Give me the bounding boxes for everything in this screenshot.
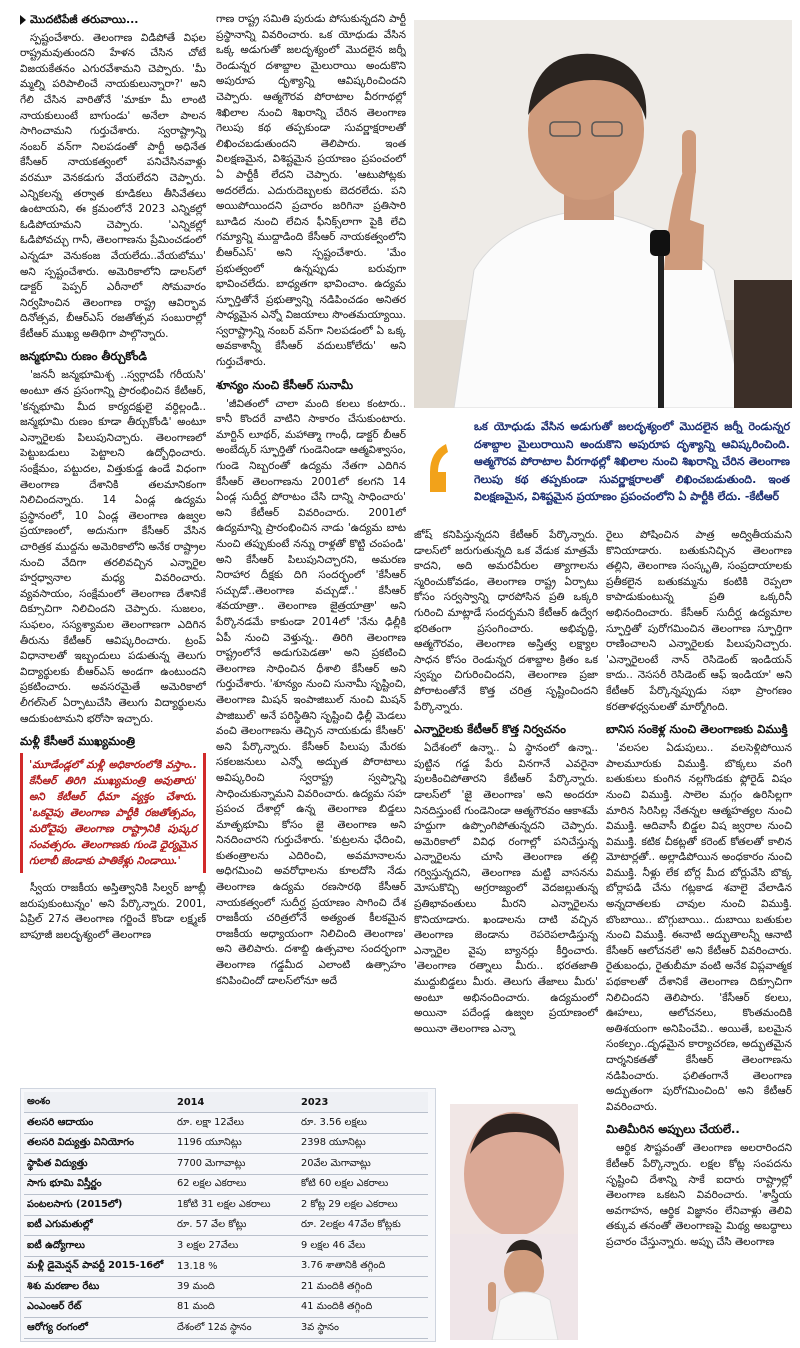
table-cell: శిశు మరణాల రేటు xyxy=(24,1277,174,1298)
subheading: జన్మభూమి రుణం తీర్చుకోండి xyxy=(20,349,147,364)
header-cell: 2014 xyxy=(174,1092,298,1113)
table-cell: సాగు భూమి విస్తీర్ణం xyxy=(24,1174,174,1195)
table-row xyxy=(24,1133,428,1154)
subheading: మితిమీరిన అప్పులు చేయలే.. xyxy=(606,1122,740,1137)
header-cell: అంశం xyxy=(24,1092,174,1113)
paragraph: రైలు పోషించిన పాత్ర అద్వితీయమని కొనియాడారు. బతుకునిచ్చిన తెలంగాణ తల్లిని, తెలంగాణ సంస్కృతి, సంప్రదాయాలకు ప్రతీకలైన బతుకమ్మను కంటికి రెప్పలా కాపాడుకుంటున్న ప్రతి ఒక్కరినీ అభినందించారు. కేసీఆర్ సుదీర్ఘ ఉద్యమాల స్ఫూర్తితో పురోగమించిన తెలంగాణ స్ఫూర్తిగా రాణించాలని ఎన్నారైలకు పిలుపునిచ్చారు. 'ఎన్నారైలంటే నాన్ రెసిడెంట్ ఇండియన్ కాదు.. నెససరీ రెసిడెంట్ ఆఫ్ ఇండియా' అని కేటీఆర్ పేర్కొన్నప్పుడు సభా ప్రాంగణం కరతాళధ్వనులతో మార్మోగింది. xyxy=(606,529,792,713)
table-cell: రూ. 3.56 లక్షలు xyxy=(298,1113,428,1134)
table-row xyxy=(24,1174,428,1195)
table-row xyxy=(24,1277,428,1298)
table-row xyxy=(24,1236,428,1257)
table-cell: 3 లక్షల 27వేలు xyxy=(174,1236,298,1257)
table-header-row xyxy=(24,1092,428,1113)
table-cell: తలసరి ఆదాయం xyxy=(24,1113,174,1134)
table-cell: 2 కోట్ల 29 లక్షల ఎకరాలు xyxy=(298,1195,428,1216)
continuation-kicker xyxy=(20,12,206,28)
stats-table xyxy=(24,1092,428,1339)
table-cell: పంటలసాగు (2015లో) xyxy=(24,1195,174,1216)
table-cell: 41 మందికి తగ్గింది xyxy=(298,1297,428,1318)
speaker-collage-photo xyxy=(450,1104,578,1340)
table-cell: 21 మందికి తగ్గింది xyxy=(298,1277,428,1298)
table-cell: 62 లక్షల ఎకరాలు xyxy=(174,1174,298,1195)
paragraph: 'జననీ జన్మభూమిశ్చ ..స్వర్గాదపీ గరీయసి' అంటూ తన ప్రసంగాన్ని ప్రారంభించిన కేటీఆర్, 'కన్నభూమి మీద కార్యదక్షులై వర్ధిల్లండి.. జన్మభూమి రుణం కూడా తీర్చుకోండి' అంటూ ఎన్నారైలకు పిలుపునిచ్చారు. తెలంగాణలో పెట్టుబడులు పెట్టాలని ఉద్బోధించారు. సంక్షేమం, పట్టుదల, విత్తుకుడ్డ ఉండే విధంగా తెలంగాణ దేశానికి తలమానికంగా నిలిచిందన్నారు. 14 ఏండ్ల ఉద్యమ ప్రస్థానంలో, 10 ఏండ్ల తెలంగాణ ఉజ్వల ప్రయాణంలో, అదునుగా కేసీఆర్ వేసిన చారిత్రక ముద్దను అమెరికాలోని అనేక రాష్ట్రాల నుంచి వేదిగా తరలివచ్చిన ఎన్నారైల హర్షధ్వానాల మధ్య వివరించారు. వ్యవసాయం, సంక్షేమంలో తెలంగాణ దేశానికే దిక్సూచిగా నిలిచిందని చెప్పారు. సుజలం, సుఫలం, సస్యశ్యామల తెలంగాణగా ఎదిగిన తీరును కేటీఆర్ ఆవిష్కరించారు. ట్రంప్ విధానాలతో ఇబ్బందులు పడుతున్న తెలుగు విద్యార్థులకు బీఆర్ఎస్ అండగా ఉంటుందని ప్రకటించారు. అవసరమైతే అమెరికాలో లీగల్‌సెల్ ఏర్పాటుచేసి తెలుగు విద్యార్థులను ఆదుకుంటామని భరోసా ఇచ్చారు. xyxy=(20,369,206,725)
table-cell: 9 లక్షల 46 వేలు xyxy=(298,1236,428,1257)
subheading: ఎన్నారైలకు కేటీఆర్ కొత్త నిర్వచనం xyxy=(414,722,566,737)
article-column-4 xyxy=(606,528,792,1344)
pull-quote xyxy=(414,414,792,518)
table-cell: 7700 మెగావాట్లు xyxy=(174,1154,298,1175)
table-row xyxy=(24,1113,428,1134)
paragraph: స్వీయ రాజకీయ అస్తిత్వానికి సిల్వర్ జూబ్లీ జరుపుకుంటున్నం' అని పేర్కొన్నారు. 2001, ఏప్రిల్ 27న తెలంగాణ గర్జించే కొండా లక్ష్మణ్ బాపూజీ జలదృశ్యంలో తెలంగాణ xyxy=(20,882,206,941)
pull-callout: 'మూడేండ్లలో మళ్లీ అధికారంలోకి వస్తాం.. కేసీఆర్ తిరిగి ముఖ్యమంత్రి అవుతారు' అని కేటీఆర్ ధీమా వ్యక్తం చేశారు. 'ఒకవైపు తెలంగాణ పార్టీకి రజతోత్సవం, మరోవైపు తెలంగాణ రాష్ట్రానికి పుష్కర సంవత్సరం. తెలంగాణకు గుండె ధైర్యమైన గులాబీ జెండాకు పాతికేళ్లు నిండాయి.' xyxy=(20,753,206,873)
table-cell: రూ. 2లక్షల 47వేల కోట్లకు xyxy=(298,1215,428,1236)
table-cell: 81 మంది xyxy=(174,1297,298,1318)
table-cell: ఆరోగ్య రంగంలో xyxy=(24,1318,174,1339)
table-row xyxy=(24,1195,428,1216)
paragraph: స్పష్టంచేశారు. తెలంగాణ విడిపోతే విఫల రాష్ట్రమవుతుందని హేళన చేసిన చోటే విజయకేతనం ఎగురవేశామని చెప్పారు. 'మీ మ్మల్ని పరిపాలించే నాయకులున్నారా?' అని గేలి చేసిన వారితోనే 'మాకూ మీ లాంటి నాయకులుంటే బాగుండు' అనేలా పాలన సాగించామని గుర్తుచేశారు. స్వరాష్ట్రాన్ని నంబర్ వన్‌గా నిలపడంతో పార్టీ అధినేత కేసీఆర్ నాయకత్వంలో పనిచేసినవాళ్లు వరమూ వెనకడుగు వేయలేదని చెప్పారు. ఎన్నికలన్న తర్వాత కూడికలు తీసివేతలు ఉంటాయని, ఈ క్రమంలోనే 2023 ఎన్నికల్లో ఓడిపోయామని చెప్పారు. 'ఎన్నికల్లో ఓడిపోవచ్చు గానీ, తెలంగాణను ప్రేమించడంలో ఎన్నడూ వెనుకంజ వేయలేదు..వేయబోము' అని స్పష్టంచేశారు. అమెరికాలోని డాలస్‌లో డాక్టర్ పెప్పర్ ఎరీనాలో సోమవారం నిర్వహించిన తెలంగాణ రాష్ట్ర ఆవిర్భావ దినోత్సవ, బీఆర్ఎస్ రజతోత్సవ సంబురాల్లో కేటీఆర్ ముఖ్య అతిథిగా పాల్గొన్నారు. xyxy=(20,31,206,340)
table-row xyxy=(24,1318,428,1339)
table-cell: 1కోటి 31 లక్షల ఎకరాలు xyxy=(174,1195,298,1216)
table-cell: కోటి 60 లక్షల ఎకరాలు xyxy=(298,1174,428,1195)
quote-mark-icon xyxy=(426,442,450,494)
table-cell: 1196 యూనిట్లు xyxy=(174,1133,298,1154)
kicker-text: మొదటిపేజీ తరువాయి... xyxy=(30,13,139,26)
subheading: బానిస సంకెళ్ల నుంచి తెలంగాణకు విముక్తి xyxy=(606,722,788,737)
subheading: మళ్లీ కేసీఆరే ముఖ్యమంత్రి xyxy=(20,734,135,749)
speaker-illustration xyxy=(414,20,792,408)
table-row xyxy=(24,1297,428,1318)
table-cell: రూ. లక్షా 12వేలు xyxy=(174,1113,298,1134)
article-column-3 xyxy=(414,528,598,1084)
paragraph: 'వలసల ఏడుపులు.. వలసెళ్లిపోయిన పాలమూరుకు విముక్తి. బొక్కలు వంగి బతుకులు కుంగిన నల్లగొండకు ఫ్లోరైడ్ విషం నుంచి విముక్తి. సాలెల మగ్గం ఉరిసిల్లగా మారిన సిరిసిల్ల నేతన్నల ఆత్మహత్యల నుంచి విముక్తి. ఆదివాసీ బిడ్డల విష జ్వరాల నుంచి విముక్తి. కటిక చీకట్లతో కరెంట్ కోతలతో కాలిన మోటార్లతో.. అల్లాడిపోయిన అంధకారం నుంచి విముక్తి. నీళ్లు లేక బోర్ల మీద బోర్లువేసి బొక్క బోర్లాపడి చేను గట్లకాడ శవాలై వేలాడిన అన్నదాతలకు చావుల నుంచి విముక్తి. బొంబాయి.. బొగ్గుబాయి.. దుబాయి బతుకుల నుంచి విముక్తి. ఈనాటి అద్భుతాలన్నీ ఆనాటి కేసీఆర్ ఆలోచనలే' అని కేటీఆర్ వివరించారు. రైతుబంధు, రైతుబీమా వంటి అనేక విప్లవాత్మక పథకాలతో దేశానికే తెలంగాణ దిక్సూచిగా నిలిచిందని తెలిపారు. 'కేసీఆర్ కలలు, ఊహలు, ఆలోచనలు, కొంతమందికి అతిశయంగా అనిపించేవి.. అయితే, బలమైన సంకల్పం..దృఢమైన కార్యాచరణ, అద్భుతమైన దార్శనికతతో కేసీఆర్ తెలంగాణను నడిపించారు. ఫలితంగానే తెలంగాణ అద్భుతంగా పురోగమించింది' అని కేటీఆర్ వివరించారు. xyxy=(606,742,792,1113)
table-cell: ఐటీ ఎగుమతుల్లో xyxy=(24,1215,174,1236)
table-row xyxy=(24,1256,428,1277)
table-row xyxy=(24,1215,428,1236)
paragraph: జోష్ కనిపిస్తున్నదని కేటీఆర్ పేర్కొన్నారు. డాలస్‌లో జరుగుతున్నది ఒక వేడుక మాత్రమే కాదని, అది అమరవీరుల త్యాగాలను స్మరించుకోవడం, తెలంగాణ రాష్ట్ర ఏర్పాటు కోసం సర్వస్వాన్ని ధారపోసిన ప్రతి ఒక్కరి గురించి మాట్లాడే సందర్భమని కేటీఆర్ ఉద్వేగ భరితంగా ప్రసంగించారు. అభివృద్ధి, ఆత్మగౌరవం, తెలంగాణ అస్తిత్వ లక్ష్యాల సాధన కోసం రెండున్నర దశాబ్దాల క్రితం ఒక స్వప్నం చిగురించిందని, తెలంగాణ ప్రజా పోరాటంతోనే కొత్త చరిత్ర సృష్టించిందని పేర్కొన్నారు. xyxy=(414,529,598,713)
quote-text: ఒక యోధుడు వేసిన అడుగుతో జలదృశ్యంలో మొదలైన జర్నీ రెండున్నర దశాబ్దాల మైలురాయిని అందుకొని అపురూప దృశ్యాన్ని ఆవిష్కరించింది. ఆత్మగౌరవ పోరాటాల వీరగాథల్లో శిఖిలాల నుంచి శిఖరాన్ని చేరిన తెలంగాణ గెలుపు కథ తప్పకుండా సువర్ణాక్షరాలతో లిఖించబడుతుంది. ఇంత విలక్షణమైన, విశిష్టమైన ప్రయాణం ప్రపంచంలోని ఏ పార్టీకి లేదు. -కేటీఆర్ xyxy=(474,420,790,503)
table-cell: 39 మంది xyxy=(174,1277,298,1298)
header-cell: 2023 xyxy=(298,1092,428,1113)
table-cell: ఎంఎంఆర్ రేట్ xyxy=(24,1297,174,1318)
table-cell: 3వ స్థానం xyxy=(298,1318,428,1339)
table-cell: తలసరి విద్యుత్తు వినియోగం xyxy=(24,1133,174,1154)
speaker-photo xyxy=(414,20,792,408)
table-cell: 20వేల మెగావాట్లు xyxy=(298,1154,428,1175)
table-row xyxy=(24,1154,428,1175)
paragraph: ఆర్థిక సౌష్టవంతో తెలంగాణ అలరారిందని కేటీఆర్ పేర్కొన్నారు. లక్షల కోట్ల సంపదను సృష్టించి దేశాన్ని సాకే ఐదారు రాష్ట్రాల్లో తెలంగాణ ఒకటని వివరించారు. 'శాస్త్రీయ అవగాహన, ఆర్థిక విజ్ఞానం లేనివాళ్లు తెలివి తక్కువ తనంతో తెలంగాణపై మిథ్య అబద్ధాలు ప్రచారం చేస్తున్నారు. అప్పు చేసి తెలంగాణ xyxy=(606,1142,792,1248)
table-cell: స్థాపిత విద్యుత్తు xyxy=(24,1154,174,1175)
table-cell: దేశంలో 12వ స్థానం xyxy=(174,1318,298,1339)
play-arrow-icon xyxy=(20,15,26,25)
table-cell: 3.76 శాతానికి తగ్గింది xyxy=(298,1256,428,1277)
table-cell: రూ. 57 వేల కోట్లు xyxy=(174,1215,298,1236)
paragraph: గాణ రాష్ట్ర సమితి పురుడు పోసుకున్నదని పార్టీ ప్రస్థానాన్ని వివరించారు. ఒక యోధుడు వేసిన ఒక్క అడుగుతో జలదృశ్యంలో మొదలైన జర్నీ రెండున్నర దశాబ్దాల మైలురాయి అందుకొని అపురూప దృశ్యాన్ని ఆవిష్కరించిందని చెప్పారు. ఆత్మగౌరవ పోరాటాల వీరగాథల్లో శిఖిలాల నుంచి శిఖరాన్ని చేరిన తెలంగాణ గెలుపు కథ తప్పకుండా సువర్ణాక్షరాలతో లిఖించబడుతుందని తెలిపారు. ఇంత విలక్షణమైన, విశిష్టమైన ప్రయాణం ప్రపంచంలో ఏ పార్టీకీ లేదని చెప్పారు. 'ఆటుపోట్లకు అదరలేదు. ఎదురుదెబ్బలకు బెదరలేదు. పని అయిపోయిందని ప్రచారం జరిగినా ప్రతిసారి బూడిద నుంచి లేచిన ఫీనిక్స్‌లాగా పైకి లేచి గమ్యాన్ని ముద్దాడింది కేసీఆర్ నాయకత్వంలోని బీఆర్ఎస్' అని స్పష్టంచేశారు. 'మేం ప్రభుత్వంలో ఉన్నప్పుడు బరువుగా భావించలేదు. బాధ్యతగా భావించాం. ఉద్యమ స్ఫూర్తితోనే ప్రభుత్వాన్ని నడిపించడం అనితర సాధ్యమైన ఎన్నో విజయాలు సొంతమయ్యాయి. స్వరాష్ట్రాన్ని నంబర్ వన్‌గా నిలపడంలో ఏ ఒక్క అవకాశాన్నీ కేసీఆర్ వదులుకోలేదు' అని గుర్తుచేశారు. xyxy=(216,13,406,369)
paragraph: ఏదేశంలో ఉన్నా.. ఏ స్థానంలో ఉన్నా.. పుట్టిన గడ్డ పేరు వినగానే ఎవరైనా పులకించిపోతారని కేటీఆర్ పేర్కొన్నారు. డాలస్‌లో 'జై తెలంగాణ' అని అందరూ నినదిస్తుంటే గుండెనిండా ఆత్మగౌరవం ఆకాశమే హద్దుగా ఉప్పొంగిపోతున్నదని చెప్పారు. అమెరికాలో వివిధ రంగాల్లో పనిచేస్తున్న ఎన్నారైలను చూసి తెలంగాణ తల్లి గర్విస్తున్నదని, తెలంగాణ మట్టి వాసనను మోసుకొచ్చి అగ్రరాజ్యంలో వెదజల్లుతున్న ప్రతిభావంతులు మీరని ఎన్నారైలను కొనియాడారు. ఖండాలను దాటి వచ్చిన తెలంగాణ జెండాను రెపరెపలాడిస్తున్న ఎన్నారైల వైపు బ్యానర్లు కీర్తించారు. 'తెలంగాణ రత్నాలు మీరు.. భరతజాతి ముద్దుబిడ్డలు మీరు. తెలుగు తేజాలు మీరు' అంటూ అభినందించారు. ఉద్యమంలో అయినా పదేండ్ల ఉజ్వల ప్రయాణంలో అయినా తెలంగాణ ఎన్నా xyxy=(414,742,598,1035)
table-cell: మళ్లీ డైమెన్షన్ పావర్టీ 2015-16లో xyxy=(24,1256,174,1277)
article-column-2 xyxy=(216,12,406,1088)
table-cell: 13.18 % xyxy=(174,1256,298,1277)
article-column-1 xyxy=(20,12,206,1088)
subheading: శూన్యం నుంచి కేసీఆర్ సునామీ xyxy=(216,377,354,392)
table-cell: 2398 యూనిట్లు xyxy=(298,1133,428,1154)
table-cell: ఐటీ ఉద్యోగాలు xyxy=(24,1236,174,1257)
paragraph: 'జీవితంలో చాలా మంది కలలు కంటారు.. కానీ కొందరే వాటిని సాకారం చేసుకుంటారు. మార్టిన్ లూథర్, మహాత్మా గాంధీ, డాక్టర్ బీఆర్ అంబేద్కర్ స్ఫూర్తితో గుండెనిండా ఆత్మవిశ్వాసం, గుండె నిబ్బరంతో ఉద్యమ నేతగా ఎదిగిన కేసీఆర్ తెలంగాణను 2001లో కలగని 14 ఏండ్ల సుదీర్ఘ పోరాటం చేసి దాన్ని సాధించారు' అని కేటీఆర్ వివరించారు. 2001లో ఉద్యమాన్ని ప్రారంభించిన నాడు 'ఉద్యమ బాట నుంచి తప్పుకుంటే నన్ను రాళ్లతో కొట్టి చంపండి' అని కేసీఆర్ పిలుపునిచ్చారని, అమరణ నిరాహార దీక్షకు దిగి సందర్భంలో 'కేసీఆర్ సచ్చుడో..తెలంగాణ వచ్చుడో..' కేసీఆర్ శవయాత్రా.. తెలంగాణ జైత్రయాత్రా' అని పేర్కొనడమే కాకుండా 2014లో 'నేను ఢిల్లీకి ఏపీ నుంచి వెళ్తున్న.. తిరిగి తెలంగాణ రాష్ట్రంలోనే అడుగుపెడతా' అని ప్రకటించి తెలంగాణ సాధించిన ధీశాలి కేసీఆర్ అని గుర్తుచేశారు. 'శూన్యం నుంచి సునామీ సృష్టించి, తెలంగాణ మిషన్ ఇంపాజిబుల్ నుంచి మిషన్ పాజిబుల్' అనే పరిస్థితిని సృష్టించి ఢిల్లీ మెడలు వంచి తెలంగాణను తెచ్చిన నాయకుడు కేసీఆర్' అని పేర్కొన్నారు. కేసీఆర్ పిలుపు మేరకు సకలజనులు ఎన్నో అద్భుత పోరాటాలు అవిష్కరించి స్వరాష్ట్ర స్వప్నాన్ని సాధించుకున్నామని వివరించారు. ఉద్యమ సహ ప్రపంచ దేశాల్లో ఉన్న తెలంగాణ బిడ్డలు మాతృభూమి కోసం జై తెలంగాణ అని నినదించారని గుర్తుచేశారు. 'కుట్రలను ఛేదించి, కుతంత్రాలను ఎదిరించి, అవమానాలను అధిగమించి అవరోధాలను కూలదోసి నేడు తెలంగాణ ఉద్యమ రణసారథి కేసీఆర్ నాయకత్వంలో సుదీర్ఘ ప్రయాణం సాగించి దేశ రాజకీయ చరిత్రలోనే అత్యంత కీలకమైన రాజకీయ అధ్యాయంగా నిలిచింది తెలంగాణ' అని తెలిపారు. దశాబ్ది ఉత్సవాల సందర్భంగా తెలంగాణ గడ్డమీద ఎలాంటి ఉత్సాహం కనిపించిందో డాలస్‌లోనూ అదే xyxy=(216,397,406,987)
collage-illustration xyxy=(450,1104,578,1340)
